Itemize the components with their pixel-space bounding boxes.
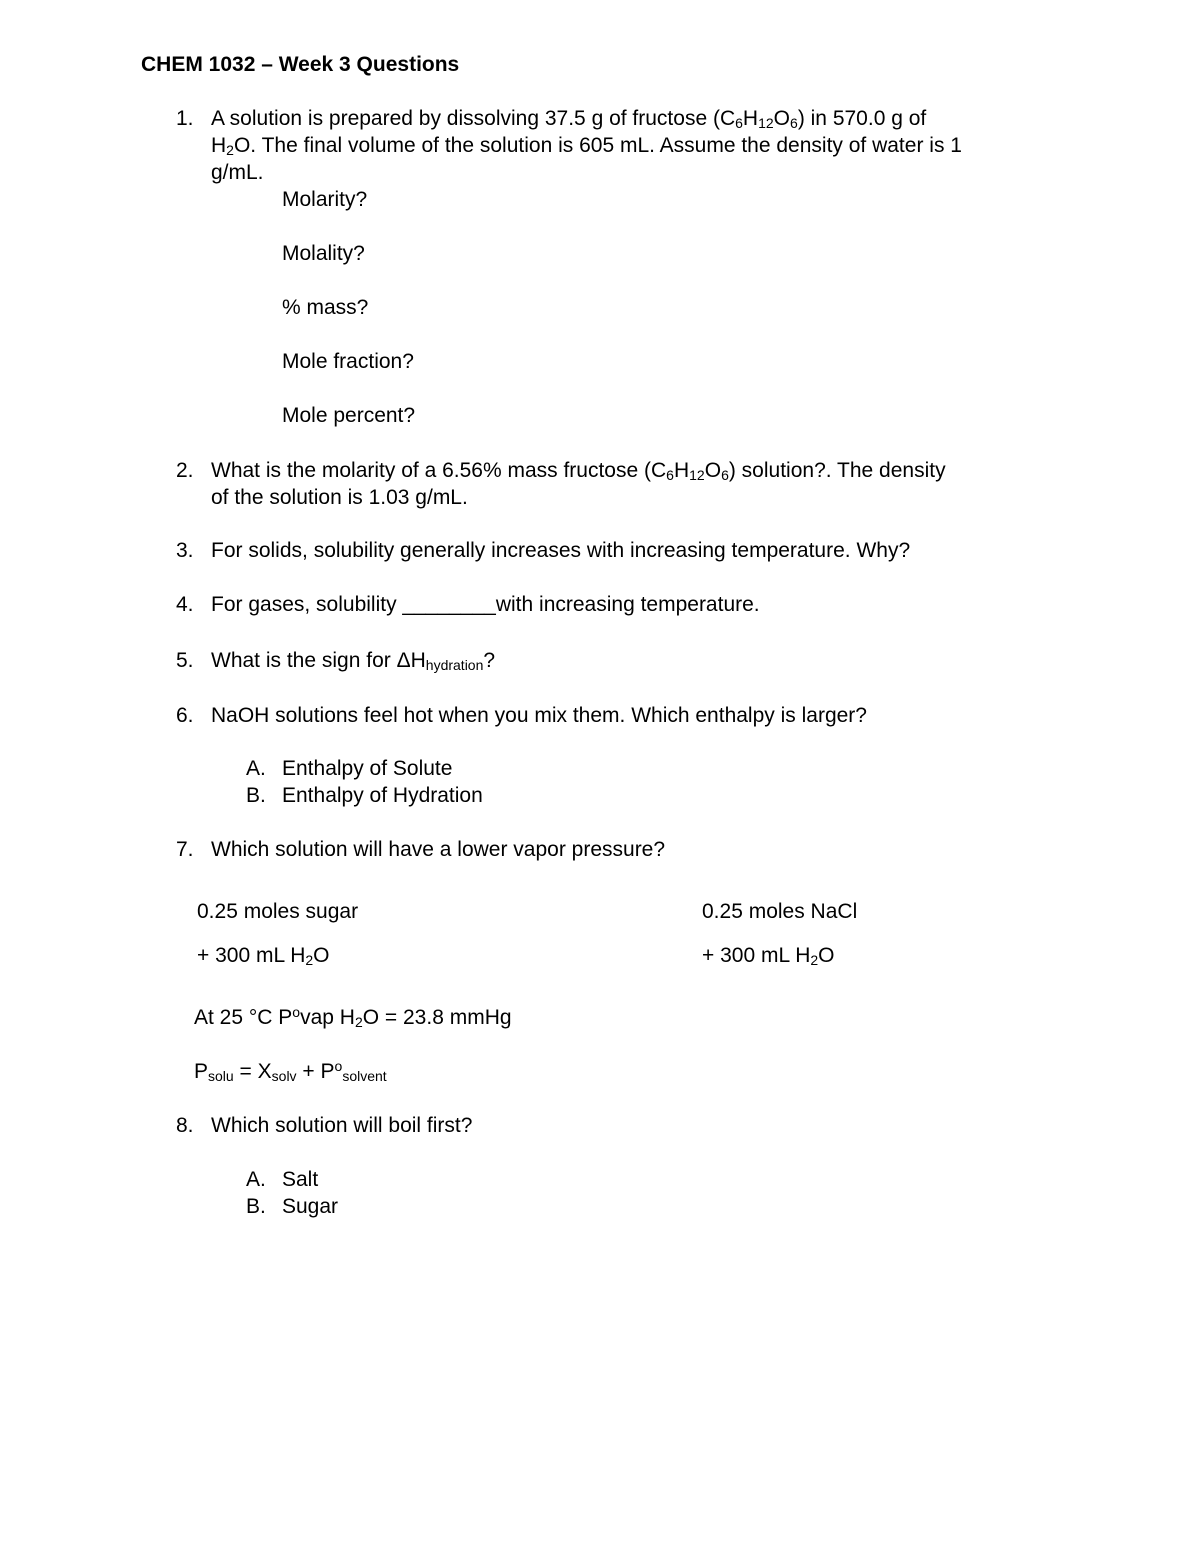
left-solution-line1: 0.25 moles sugar <box>197 900 359 923</box>
question-number: 7. <box>176 838 194 861</box>
question-number: 8. <box>176 1114 194 1137</box>
question-text: For solids, solubility generally increases with increasing temperature. Why? <box>211 539 911 562</box>
option-letter: B. <box>246 784 266 807</box>
page-title: CHEM 1032 – Week 3 Questions <box>141 53 460 76</box>
raoults-law-formula: $P_{solu} = X_{solv} + P^o_{solvent}$ <box>194 1058 387 1084</box>
question-text: Which solution will have a lower vapor pressure? <box>211 838 666 861</box>
option-sugar: Sugar <box>282 1195 339 1218</box>
subquestion-mass-percent: % mass? <box>282 296 369 319</box>
question-text-line: What is the molarity of a 6.56% mass fructose $(C_6H_{12}O_6)$ solution?. The density <box>211 459 946 483</box>
right-solution-line2: + 300 mL $H_2O$ <box>702 944 835 968</box>
question-text: For gases, solubility ________with increasing temperature. <box>211 593 760 616</box>
question-text: Which solution will boil first? <box>211 1114 473 1137</box>
question-text-line: of the solution is 1.03 g/mL. <box>211 486 468 509</box>
question-number: 3. <box>176 539 194 562</box>
option-letter: A. <box>246 1168 266 1191</box>
question-number: 2. <box>176 459 194 482</box>
question-number: 6. <box>176 704 194 727</box>
vapor-pressure-note: At 25 °C $P^ovap$ $H_2O = 23.8$ mmHg <box>194 1004 512 1030</box>
option-letter: A. <box>246 757 266 780</box>
option-enthalpy-of-hydration: Enthalpy of Hydration <box>282 784 483 807</box>
option-enthalpy-of-solute: Enthalpy of Solute <box>282 757 453 780</box>
subquestion-molality: Molality? <box>282 242 365 265</box>
question-text-line: A solution is prepared by dissolving 37.5 g of fructose $(C_6H_{12}O_6)$ in 570.0 g of <box>211 107 927 131</box>
question-number: 1. <box>176 107 194 130</box>
question-text-line: g/mL. <box>211 161 264 184</box>
subquestion-molarity: Molarity? <box>282 188 368 211</box>
question-number: 5. <box>176 649 194 672</box>
question-text: What is the sign for $\Delta H_{hydration}$? <box>211 649 496 673</box>
right-solution-line1: 0.25 moles NaCl <box>702 900 858 923</box>
question-text-line: $H_2O$. The final volume of the solution is 605 mL. Assume the density of water is 1 <box>211 134 962 158</box>
left-solution-line2: + 300 mL $H_2O$ <box>197 944 330 968</box>
question-number: 4. <box>176 593 194 616</box>
subquestion-mole-fraction: Mole fraction? <box>282 350 414 373</box>
subquestion-mole-percent: Mole percent? <box>282 404 416 427</box>
option-salt: Salt <box>282 1168 319 1191</box>
option-letter: B. <box>246 1195 266 1218</box>
question-text: NaOH solutions feel hot when you mix them. Which enthalpy is larger? <box>211 704 867 727</box>
